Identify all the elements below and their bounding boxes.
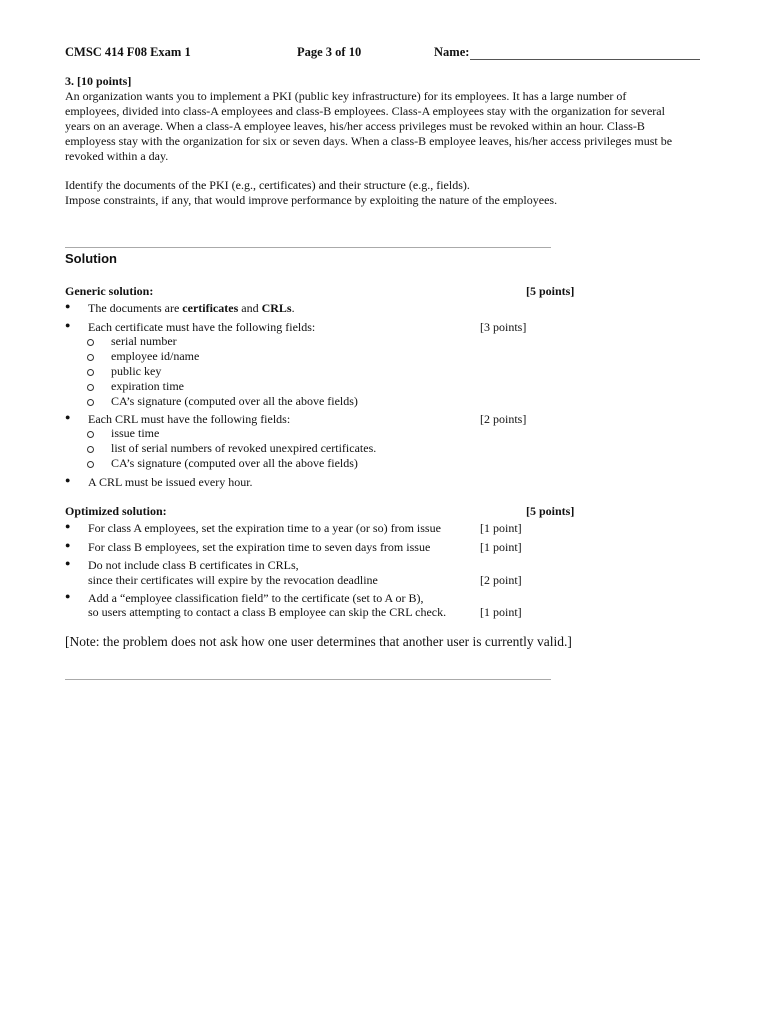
crl-issue: A CRL must be issued every hour. [88, 475, 253, 489]
documents-prefix: The documents are [88, 301, 183, 315]
crl-field: issue time [111, 426, 160, 440]
name-blank-line [470, 59, 700, 60]
question-line: employees, divided into class-A employees and class-B employees. Class-A employees stay with the organization for several [65, 104, 665, 118]
crl-field: list of serial numbers of revoked unexpired certificates. [111, 441, 377, 455]
cert-field: serial number [111, 334, 177, 348]
bullet-icon: ● [65, 412, 71, 422]
question-line: years on an average. When a class-A employee leaves, his/her access privileges must be revoked within an hour. Class-B [65, 119, 645, 133]
certificate-points: [3 points] [480, 320, 527, 334]
cert-field: public key [111, 364, 162, 378]
name-label: Name: [434, 45, 470, 59]
documents-line [88, 301, 295, 316]
cert-field: employee id/name [111, 349, 200, 363]
circle-bullet-icon [87, 399, 94, 406]
bullet-icon: ● [65, 591, 71, 601]
solution-heading: Solution [65, 251, 117, 266]
question-task [65, 178, 720, 208]
documents-end: . [291, 301, 295, 315]
question-number: 3. [10 points] [65, 74, 132, 88]
task-line: Impose constraints, if any, that would improve performance by exploiting the nature of the employees. [65, 193, 558, 207]
optimized-points: [5 points] [526, 504, 575, 518]
certificate-intro: Each certificate must have the following fields: [88, 320, 316, 334]
optimized-item: Add a “employee classification field” to the certificate (set to A or B), [88, 591, 424, 605]
documents-and: and [238, 301, 262, 315]
question-line: revoked within a day. [65, 149, 169, 163]
divider-top [65, 247, 551, 248]
optimized-item-points: [1 point] [480, 521, 522, 535]
generic-title: Generic solution: [65, 284, 154, 298]
divider-bottom [65, 679, 551, 680]
documents-certificates: certificates [182, 301, 239, 315]
optimized-item: Do not include class B certificates in CRLs, [88, 558, 299, 572]
circle-bullet-icon [87, 369, 94, 376]
generic-points: [5 points] [526, 284, 575, 298]
bullet-icon: ● [65, 475, 71, 485]
optimized-item-points: [2 point] [480, 573, 522, 587]
question-line: An organization wants you to implement a PKI (public key infrastructure) for its employees. It has a large number of [65, 89, 627, 103]
circle-bullet-icon [87, 384, 94, 391]
optimized-item-points: [1 point] [480, 540, 522, 554]
crl-points: [2 points] [480, 412, 527, 426]
optimized-item-points: [1 point] [480, 605, 522, 619]
optimized-item-cont: so users attempting to contact a class B employee can skip the CRL check. [88, 605, 447, 619]
circle-bullet-icon [87, 431, 94, 438]
bullet-icon: ● [65, 320, 71, 330]
crl-field: CA’s signature (computed over all the above fields) [111, 456, 358, 470]
bullet-icon: ● [65, 301, 71, 311]
cert-field: expiration time [111, 379, 184, 393]
page-number: Page 3 of 10 [297, 45, 362, 59]
question-line: employess stay with the organization for six or seven days. When a class-B employee leaves, his/her access privileges must be [65, 134, 673, 148]
crl-intro: Each CRL must have the following fields: [88, 412, 291, 426]
question-body [65, 89, 720, 164]
cert-field: CA’s signature (computed over all the above fields) [111, 394, 358, 408]
circle-bullet-icon [87, 461, 94, 468]
course-title: CMSC 414 F08 Exam 1 [65, 45, 191, 59]
optimized-item: For class A employees, set the expiration time to a year (or so) from issue [88, 521, 441, 535]
bullet-icon: ● [65, 521, 71, 531]
bullet-icon: ● [65, 540, 71, 550]
optimized-item: For class B employees, set the expiration time to seven days from issue [88, 540, 431, 554]
documents-crls: CRLs [261, 301, 292, 315]
circle-bullet-icon [87, 446, 94, 453]
optimized-title: Optimized solution: [65, 504, 167, 518]
circle-bullet-icon [87, 339, 94, 346]
note-text: [Note: the problem does not ask how one user determines that another user is currently valid.] [65, 634, 572, 649]
circle-bullet-icon [87, 354, 94, 361]
bullet-icon: ● [65, 558, 71, 568]
task-line: Identify the documents of the PKI (e.g., certificates) and their structure (e.g., fields). [65, 178, 470, 192]
optimized-item-cont: since their certificates will expire by the revocation deadline [88, 573, 378, 587]
